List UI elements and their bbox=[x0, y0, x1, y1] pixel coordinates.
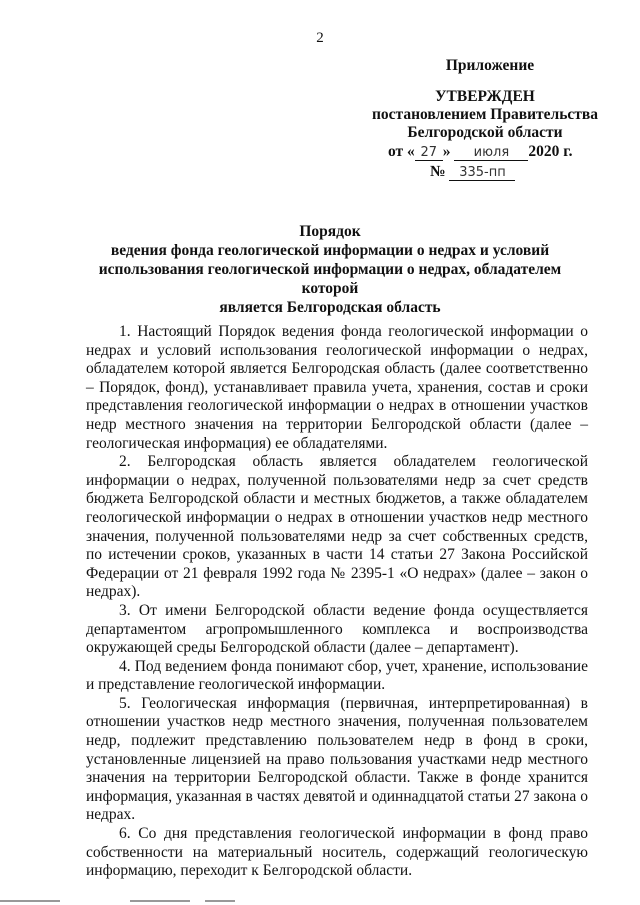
title-line-2: ведения фонда геологической информации о недрах и условий bbox=[110, 242, 550, 259]
date-prefix: от « bbox=[388, 143, 415, 160]
paragraph-2: 2. Белгородская область является обладателем геологической информации о недрах, полученной пользователями недр за счет средств бюджета Белгородской области и местных бюджетов, а также обладателем геологической информации о недрах в отношении участков недр местного значения, полученной пользователями недр за счет собственных средств, по истечении сроков, указанных в части 14 статьи 27 Закона Российской Федерации от 21 февраля 1992 года № 2395-1 «О недрах» (далее – закон о недрах). bbox=[86, 453, 588, 601]
document-number: 335-пп bbox=[449, 165, 515, 181]
appendix-label: Приложение bbox=[445, 57, 535, 74]
date-month: июля bbox=[454, 145, 528, 161]
date-day: 27 bbox=[415, 145, 443, 161]
paragraph-4: 4. Под ведением фонда понимают сбор, учет, хранение, использование и представление геологической информации. bbox=[86, 657, 588, 694]
page-number: 2 bbox=[316, 30, 324, 46]
scan-mark bbox=[0, 900, 60, 902]
title-line-3: использования геологической информации о недрах, обладателем которой bbox=[98, 261, 562, 297]
paragraph-6: 6. Со дня представления геологической информации в фонд право собственности на материальный носитель, содержащий геологическую информацию, переходит к Белгородской области. bbox=[86, 825, 588, 880]
approved-label: УТВЕРЖДЕН bbox=[435, 88, 535, 105]
approval-number bbox=[430, 162, 610, 181]
paragraph-3: 3. От имени Белгородской области ведение фонда осуществляется департаментом агропромышленного комплекса и воспроизводства окружающей среды Белгородской области (далее – департамент). bbox=[86, 601, 588, 657]
approval-authority: постановлением Правительства bbox=[371, 106, 599, 123]
date-year: 2020 г. bbox=[528, 143, 573, 160]
scan-edge-marks bbox=[0, 897, 640, 905]
paragraph-1: 1. Настоящий Порядок ведения фонда геологической информации о недрах и условий использования геологической информации о недрах, обладателем которой является Белгородская область (далее соответственно – Порядок, фонд), устанавливает правила учета, хранения, состав и сроки представления геологической информации о недрах в отношении участков недр местного значения на территории Белгородской области (далее – геологическая информация) ее обладателями. bbox=[86, 323, 588, 452]
approval-date bbox=[388, 142, 618, 161]
title-line-1: Порядок bbox=[299, 223, 361, 240]
title-line-4: является Белгородская область bbox=[219, 299, 441, 316]
number-prefix: № bbox=[430, 163, 446, 180]
scan-mark bbox=[130, 900, 190, 902]
scan-mark bbox=[205, 900, 235, 902]
approval-region: Белгородской области bbox=[407, 124, 563, 141]
document-title bbox=[80, 222, 580, 317]
document-body bbox=[86, 323, 588, 881]
date-mid: » bbox=[442, 143, 451, 160]
paragraph-5: 5. Геологическая информация (первичная, интерпретированная) в отношении участков недр местного значения, полученная пользователем недр, подлежит представлению пользователем недр в фонд в сроки, установленные лицензией на право пользования участками недр местного значения на территории Белгородской области. Также в фонде хранится информация, указанная в частях девятой и одиннадцатой статьи 27 закона о недрах. bbox=[86, 694, 588, 824]
